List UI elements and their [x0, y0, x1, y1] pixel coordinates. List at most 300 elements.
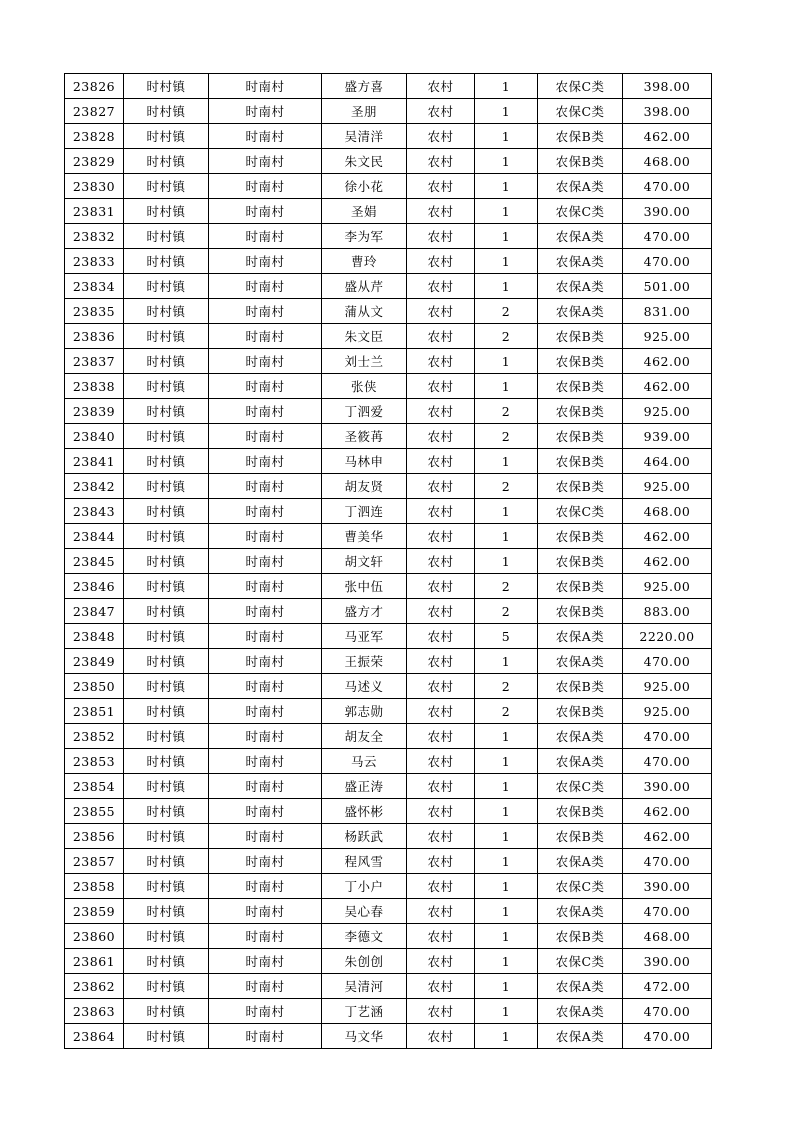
- cell-village: 时南村: [209, 124, 322, 149]
- table-row: [65, 399, 712, 424]
- cell-amount: 470.00: [623, 649, 712, 674]
- cell-town: 时村镇: [124, 174, 209, 199]
- cell-town: 时村镇: [124, 349, 209, 374]
- cell-amount: 470.00: [623, 749, 712, 774]
- cell-person-count: 1: [475, 849, 538, 874]
- table-row: [65, 424, 712, 449]
- cell-insurance-category: 农保B类: [538, 824, 623, 849]
- cell-person-name: 盛正涛: [322, 774, 407, 799]
- table-row: [65, 74, 712, 99]
- table-row: [65, 199, 712, 224]
- cell-record-id: 23829: [65, 149, 124, 174]
- cell-record-id: 23841: [65, 449, 124, 474]
- document-sheet: [64, 73, 712, 1049]
- cell-record-id: 23859: [65, 899, 124, 924]
- cell-person-count: 1: [475, 874, 538, 899]
- cell-person-count: 1: [475, 349, 538, 374]
- table-row: [65, 274, 712, 299]
- cell-person-count: 1: [475, 374, 538, 399]
- table-row: [65, 799, 712, 824]
- cell-residence-type: 农村: [407, 199, 475, 224]
- cell-record-id: 23838: [65, 374, 124, 399]
- cell-insurance-category: 农保B类: [538, 924, 623, 949]
- table-row: [65, 899, 712, 924]
- cell-person-count: 1: [475, 549, 538, 574]
- cell-residence-type: 农村: [407, 224, 475, 249]
- cell-town: 时村镇: [124, 724, 209, 749]
- cell-village: 时南村: [209, 849, 322, 874]
- cell-residence-type: 农村: [407, 174, 475, 199]
- cell-record-id: 23834: [65, 274, 124, 299]
- cell-insurance-category: 农保C类: [538, 949, 623, 974]
- cell-insurance-category: 农保A类: [538, 224, 623, 249]
- table-row: [65, 749, 712, 774]
- cell-residence-type: 农村: [407, 99, 475, 124]
- cell-amount: 390.00: [623, 199, 712, 224]
- cell-residence-type: 农村: [407, 1024, 475, 1049]
- cell-person-count: 1: [475, 499, 538, 524]
- cell-town: 时村镇: [124, 624, 209, 649]
- cell-town: 时村镇: [124, 149, 209, 174]
- cell-amount: 398.00: [623, 74, 712, 99]
- cell-record-id: 23831: [65, 199, 124, 224]
- cell-residence-type: 农村: [407, 874, 475, 899]
- cell-amount: 925.00: [623, 474, 712, 499]
- cell-residence-type: 农村: [407, 674, 475, 699]
- cell-village: 时南村: [209, 674, 322, 699]
- cell-amount: 925.00: [623, 399, 712, 424]
- cell-record-id: 23836: [65, 324, 124, 349]
- table-row: [65, 674, 712, 699]
- cell-residence-type: 农村: [407, 824, 475, 849]
- cell-residence-type: 农村: [407, 974, 475, 999]
- cell-person-count: 1: [475, 749, 538, 774]
- cell-amount: 470.00: [623, 999, 712, 1024]
- cell-town: 时村镇: [124, 849, 209, 874]
- cell-person-name: 李为军: [322, 224, 407, 249]
- cell-record-id: 23830: [65, 174, 124, 199]
- cell-insurance-category: 农保B类: [538, 799, 623, 824]
- cell-insurance-category: 农保A类: [538, 974, 623, 999]
- cell-insurance-category: 农保A类: [538, 849, 623, 874]
- table-row: [65, 999, 712, 1024]
- cell-insurance-category: 农保A类: [538, 274, 623, 299]
- cell-town: 时村镇: [124, 124, 209, 149]
- cell-town: 时村镇: [124, 399, 209, 424]
- cell-record-id: 23835: [65, 299, 124, 324]
- cell-village: 时南村: [209, 924, 322, 949]
- cell-person-count: 1: [475, 149, 538, 174]
- cell-town: 时村镇: [124, 749, 209, 774]
- cell-person-name: 马文华: [322, 1024, 407, 1049]
- cell-village: 时南村: [209, 299, 322, 324]
- cell-insurance-category: 农保B类: [538, 674, 623, 699]
- table-row: [65, 649, 712, 674]
- cell-person-count: 1: [475, 1024, 538, 1049]
- cell-amount: 939.00: [623, 424, 712, 449]
- cell-amount: 468.00: [623, 149, 712, 174]
- cell-town: 时村镇: [124, 524, 209, 549]
- cell-town: 时村镇: [124, 299, 209, 324]
- cell-person-name: 蒲从文: [322, 299, 407, 324]
- cell-village: 时南村: [209, 649, 322, 674]
- cell-village: 时南村: [209, 699, 322, 724]
- cell-insurance-category: 农保A类: [538, 174, 623, 199]
- cell-person-count: 1: [475, 224, 538, 249]
- cell-insurance-category: 农保B类: [538, 599, 623, 624]
- cell-residence-type: 农村: [407, 374, 475, 399]
- cell-insurance-category: 农保A类: [538, 624, 623, 649]
- cell-insurance-category: 农保B类: [538, 324, 623, 349]
- cell-village: 时南村: [209, 799, 322, 824]
- cell-residence-type: 农村: [407, 499, 475, 524]
- cell-record-id: 23861: [65, 949, 124, 974]
- cell-person-name: 盛方才: [322, 599, 407, 624]
- cell-record-id: 23849: [65, 649, 124, 674]
- cell-amount: 390.00: [623, 874, 712, 899]
- cell-person-count: 1: [475, 999, 538, 1024]
- table-row: [65, 774, 712, 799]
- cell-person-name: 杨跃武: [322, 824, 407, 849]
- cell-village: 时南村: [209, 449, 322, 474]
- cell-village: 时南村: [209, 874, 322, 899]
- cell-person-count: 2: [475, 674, 538, 699]
- cell-person-name: 徐小花: [322, 174, 407, 199]
- table-row: [65, 349, 712, 374]
- cell-insurance-category: 农保C类: [538, 499, 623, 524]
- cell-town: 时村镇: [124, 274, 209, 299]
- cell-amount: 470.00: [623, 1024, 712, 1049]
- cell-person-name: 圣筱苒: [322, 424, 407, 449]
- cell-village: 时南村: [209, 249, 322, 274]
- cell-insurance-category: 农保B类: [538, 474, 623, 499]
- cell-record-id: 23854: [65, 774, 124, 799]
- cell-residence-type: 农村: [407, 324, 475, 349]
- cell-person-count: 1: [475, 949, 538, 974]
- table-row: [65, 224, 712, 249]
- cell-town: 时村镇: [124, 324, 209, 349]
- table-row: [65, 624, 712, 649]
- cell-record-id: 23846: [65, 574, 124, 599]
- cell-town: 时村镇: [124, 824, 209, 849]
- cell-person-count: 2: [475, 574, 538, 599]
- cell-amount: 472.00: [623, 974, 712, 999]
- cell-record-id: 23847: [65, 599, 124, 624]
- cell-person-name: 吴清河: [322, 974, 407, 999]
- cell-insurance-category: 农保B类: [538, 349, 623, 374]
- cell-town: 时村镇: [124, 374, 209, 399]
- cell-village: 时南村: [209, 74, 322, 99]
- cell-insurance-category: 农保B类: [538, 699, 623, 724]
- cell-residence-type: 农村: [407, 74, 475, 99]
- cell-record-id: 23862: [65, 974, 124, 999]
- cell-record-id: 23827: [65, 99, 124, 124]
- cell-amount: 501.00: [623, 274, 712, 299]
- cell-residence-type: 农村: [407, 549, 475, 574]
- cell-person-count: 1: [475, 524, 538, 549]
- cell-residence-type: 农村: [407, 124, 475, 149]
- cell-village: 时南村: [209, 424, 322, 449]
- cell-insurance-category: 农保B类: [538, 149, 623, 174]
- cell-insurance-category: 农保A类: [538, 724, 623, 749]
- cell-person-count: 1: [475, 774, 538, 799]
- cell-residence-type: 农村: [407, 799, 475, 824]
- cell-amount: 462.00: [623, 824, 712, 849]
- cell-village: 时南村: [209, 524, 322, 549]
- table-row: [65, 849, 712, 874]
- cell-person-name: 吴清洋: [322, 124, 407, 149]
- cell-person-name: 李德文: [322, 924, 407, 949]
- cell-residence-type: 农村: [407, 749, 475, 774]
- cell-amount: 470.00: [623, 224, 712, 249]
- cell-person-name: 丁艺涵: [322, 999, 407, 1024]
- cell-town: 时村镇: [124, 474, 209, 499]
- cell-residence-type: 农村: [407, 699, 475, 724]
- cell-town: 时村镇: [124, 799, 209, 824]
- cell-town: 时村镇: [124, 249, 209, 274]
- cell-amount: 462.00: [623, 799, 712, 824]
- cell-person-name: 胡友贤: [322, 474, 407, 499]
- cell-person-name: 丁泗连: [322, 499, 407, 524]
- cell-insurance-category: 农保C类: [538, 199, 623, 224]
- cell-amount: 462.00: [623, 524, 712, 549]
- cell-village: 时南村: [209, 499, 322, 524]
- table-row: [65, 324, 712, 349]
- table-row: [65, 1024, 712, 1049]
- cell-record-id: 23844: [65, 524, 124, 549]
- cell-insurance-category: 农保A类: [538, 999, 623, 1024]
- cell-town: 时村镇: [124, 599, 209, 624]
- cell-person-count: 2: [475, 699, 538, 724]
- cell-town: 时村镇: [124, 774, 209, 799]
- cell-record-id: 23858: [65, 874, 124, 899]
- cell-insurance-category: 农保C类: [538, 874, 623, 899]
- table-row: [65, 374, 712, 399]
- cell-record-id: 23826: [65, 74, 124, 99]
- cell-residence-type: 农村: [407, 999, 475, 1024]
- cell-person-count: 1: [475, 249, 538, 274]
- cell-town: 时村镇: [124, 549, 209, 574]
- cell-record-id: 23832: [65, 224, 124, 249]
- cell-person-name: 朱创创: [322, 949, 407, 974]
- cell-village: 时南村: [209, 949, 322, 974]
- cell-village: 时南村: [209, 224, 322, 249]
- table-row: [65, 549, 712, 574]
- cell-person-count: 1: [475, 899, 538, 924]
- cell-person-count: 1: [475, 724, 538, 749]
- cell-record-id: 23833: [65, 249, 124, 274]
- cell-amount: 462.00: [623, 124, 712, 149]
- cell-insurance-category: 农保B类: [538, 524, 623, 549]
- cell-person-count: 1: [475, 449, 538, 474]
- cell-town: 时村镇: [124, 649, 209, 674]
- cell-person-count: 1: [475, 199, 538, 224]
- cell-town: 时村镇: [124, 949, 209, 974]
- cell-village: 时南村: [209, 574, 322, 599]
- cell-person-name: 圣朋: [322, 99, 407, 124]
- cell-town: 时村镇: [124, 224, 209, 249]
- cell-person-count: 1: [475, 924, 538, 949]
- cell-person-name: 程风雪: [322, 849, 407, 874]
- cell-record-id: 23850: [65, 674, 124, 699]
- cell-residence-type: 农村: [407, 724, 475, 749]
- cell-town: 时村镇: [124, 699, 209, 724]
- cell-person-name: 丁小户: [322, 874, 407, 899]
- cell-village: 时南村: [209, 599, 322, 624]
- cell-person-count: 1: [475, 824, 538, 849]
- cell-amount: 390.00: [623, 949, 712, 974]
- cell-village: 时南村: [209, 1024, 322, 1049]
- cell-person-count: 2: [475, 324, 538, 349]
- cell-insurance-category: 农保C类: [538, 774, 623, 799]
- cell-insurance-category: 农保B类: [538, 574, 623, 599]
- cell-insurance-category: 农保B类: [538, 374, 623, 399]
- cell-record-id: 23852: [65, 724, 124, 749]
- cell-town: 时村镇: [124, 424, 209, 449]
- cell-village: 时南村: [209, 174, 322, 199]
- cell-amount: 831.00: [623, 299, 712, 324]
- cell-person-name: 丁泗爱: [322, 399, 407, 424]
- cell-town: 时村镇: [124, 574, 209, 599]
- cell-village: 时南村: [209, 324, 322, 349]
- cell-person-name: 盛从芹: [322, 274, 407, 299]
- cell-amount: 462.00: [623, 549, 712, 574]
- cell-person-count: 1: [475, 799, 538, 824]
- cell-amount: 464.00: [623, 449, 712, 474]
- cell-insurance-category: 农保B类: [538, 124, 623, 149]
- cell-village: 时南村: [209, 274, 322, 299]
- cell-person-count: 1: [475, 974, 538, 999]
- table-row: [65, 949, 712, 974]
- cell-record-id: 23864: [65, 1024, 124, 1049]
- table-row: [65, 499, 712, 524]
- cell-village: 时南村: [209, 349, 322, 374]
- cell-record-id: 23863: [65, 999, 124, 1024]
- cell-amount: 390.00: [623, 774, 712, 799]
- cell-insurance-category: 农保A类: [538, 899, 623, 924]
- cell-residence-type: 农村: [407, 249, 475, 274]
- cell-amount: 470.00: [623, 249, 712, 274]
- cell-village: 时南村: [209, 374, 322, 399]
- cell-person-name: 盛怀彬: [322, 799, 407, 824]
- table-row: [65, 874, 712, 899]
- cell-town: 时村镇: [124, 924, 209, 949]
- cell-person-name: 胡文轩: [322, 549, 407, 574]
- cell-insurance-category: 农保A类: [538, 1024, 623, 1049]
- cell-village: 时南村: [209, 624, 322, 649]
- cell-village: 时南村: [209, 824, 322, 849]
- cell-record-id: 23856: [65, 824, 124, 849]
- table-row: [65, 174, 712, 199]
- table-row: [65, 574, 712, 599]
- cell-village: 时南村: [209, 399, 322, 424]
- cell-town: 时村镇: [124, 674, 209, 699]
- cell-residence-type: 农村: [407, 299, 475, 324]
- cell-residence-type: 农村: [407, 949, 475, 974]
- cell-residence-type: 农村: [407, 524, 475, 549]
- cell-insurance-category: 农保B类: [538, 449, 623, 474]
- cell-amount: 925.00: [623, 674, 712, 699]
- cell-person-name: 朱文民: [322, 149, 407, 174]
- cell-village: 时南村: [209, 974, 322, 999]
- table-row: [65, 149, 712, 174]
- cell-insurance-category: 农保C类: [538, 74, 623, 99]
- table-row: [65, 524, 712, 549]
- cell-amount: 470.00: [623, 849, 712, 874]
- cell-village: 时南村: [209, 549, 322, 574]
- cell-village: 时南村: [209, 99, 322, 124]
- cell-person-count: 2: [475, 424, 538, 449]
- cell-residence-type: 农村: [407, 399, 475, 424]
- table-row: [65, 974, 712, 999]
- cell-person-name: 马林申: [322, 449, 407, 474]
- cell-residence-type: 农村: [407, 924, 475, 949]
- cell-person-name: 郭志勋: [322, 699, 407, 724]
- cell-person-count: 1: [475, 99, 538, 124]
- cell-insurance-category: 农保C类: [538, 99, 623, 124]
- cell-town: 时村镇: [124, 449, 209, 474]
- cell-residence-type: 农村: [407, 899, 475, 924]
- cell-insurance-category: 农保A类: [538, 299, 623, 324]
- cell-insurance-category: 农保A类: [538, 649, 623, 674]
- cell-village: 时南村: [209, 724, 322, 749]
- cell-village: 时南村: [209, 199, 322, 224]
- cell-amount: 925.00: [623, 699, 712, 724]
- cell-record-id: 23860: [65, 924, 124, 949]
- cell-person-count: 2: [475, 599, 538, 624]
- cell-town: 时村镇: [124, 899, 209, 924]
- cell-person-count: 5: [475, 624, 538, 649]
- cell-amount: 470.00: [623, 724, 712, 749]
- cell-amount: 462.00: [623, 374, 712, 399]
- table-row: [65, 599, 712, 624]
- cell-residence-type: 农村: [407, 274, 475, 299]
- cell-record-id: 23840: [65, 424, 124, 449]
- cell-insurance-category: 农保B类: [538, 399, 623, 424]
- table-row: [65, 124, 712, 149]
- cell-person-name: 朱文臣: [322, 324, 407, 349]
- cell-village: 时南村: [209, 999, 322, 1024]
- table-row: [65, 699, 712, 724]
- cell-record-id: 23857: [65, 849, 124, 874]
- cell-amount: 925.00: [623, 324, 712, 349]
- cell-residence-type: 农村: [407, 849, 475, 874]
- cell-person-name: 吴心春: [322, 899, 407, 924]
- table-row: [65, 724, 712, 749]
- cell-record-id: 23837: [65, 349, 124, 374]
- cell-insurance-category: 农保A类: [538, 249, 623, 274]
- cell-person-count: 1: [475, 174, 538, 199]
- cell-person-name: 盛方喜: [322, 74, 407, 99]
- cell-person-count: 2: [475, 399, 538, 424]
- cell-amount: 883.00: [623, 599, 712, 624]
- cell-record-id: 23855: [65, 799, 124, 824]
- cell-amount: 462.00: [623, 349, 712, 374]
- cell-residence-type: 农村: [407, 349, 475, 374]
- table-row: [65, 249, 712, 274]
- cell-person-count: 1: [475, 274, 538, 299]
- cell-person-name: 曹美华: [322, 524, 407, 549]
- cell-amount: 398.00: [623, 99, 712, 124]
- cell-town: 时村镇: [124, 999, 209, 1024]
- cell-town: 时村镇: [124, 199, 209, 224]
- cell-record-id: 23853: [65, 749, 124, 774]
- cell-person-name: 张中伍: [322, 574, 407, 599]
- cell-record-id: 23843: [65, 499, 124, 524]
- cell-residence-type: 农村: [407, 574, 475, 599]
- cell-town: 时村镇: [124, 99, 209, 124]
- cell-person-name: 马述义: [322, 674, 407, 699]
